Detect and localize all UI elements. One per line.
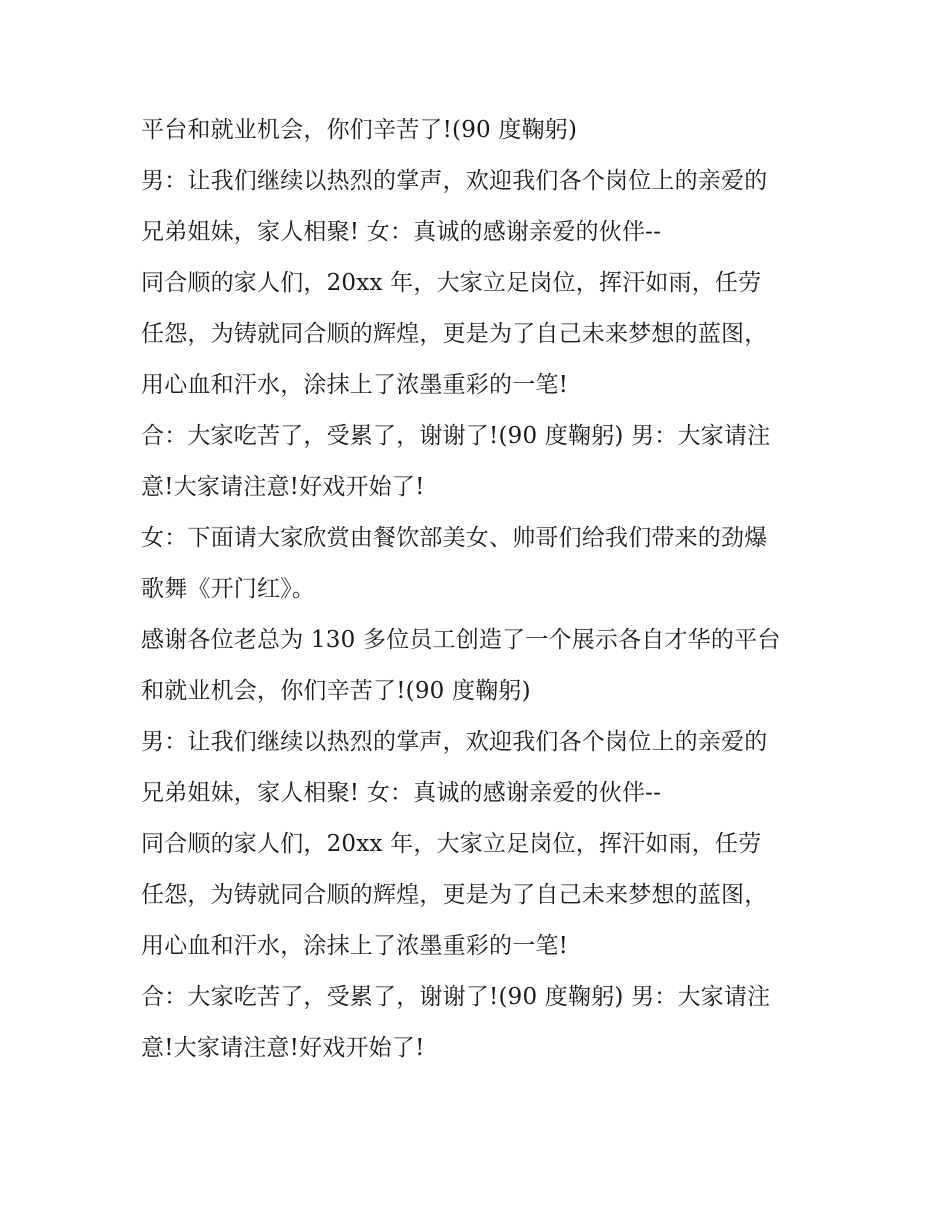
text-line: 兄弟姐妹，家人相聚! 女：真诚的感谢亲爱的伙伴-- — [141, 219, 662, 245]
text-line: 平台和就业机会，你们辛苦了!(90 度鞠躬) — [141, 117, 578, 143]
text-line: 男：让我们继续以热烈的掌声，欢迎我们各个岗位上的亲爱的 — [141, 729, 768, 755]
text-line: 任怨，为铸就同合顺的辉煌，更是为了自己未来梦想的蓝图， — [141, 882, 768, 908]
text-line: 意!大家请注意!好戏开始了! — [141, 474, 425, 500]
text-line: 同合顺的家人们，20xx 年，大家立足岗位，挥汗如雨，任劳 — [141, 831, 762, 857]
text-line: 合：大家吃苦了，受累了，谢谢了!(90 度鞠躬) 男：大家请注 — [141, 984, 771, 1010]
document-body — [141, 105, 831, 1074]
text-line: 歌舞《开门红》。 — [141, 576, 316, 602]
text-line: 用心血和汗水，涂抹上了浓墨重彩的一笔! — [141, 933, 569, 959]
text-line: 合：大家吃苦了，受累了，谢谢了!(90 度鞠躬) 男：大家请注 — [141, 423, 771, 449]
text-line: 同合顺的家人们，20xx 年，大家立足岗位，挥汗如雨，任劳 — [141, 270, 762, 296]
text-line: 女：下面请大家欣赏由餐饮部美女、帅哥们给我们带来的劲爆 — [141, 525, 768, 551]
text-line: 意!大家请注意!好戏开始了! — [141, 1035, 425, 1061]
text-line: 兄弟姐妹，家人相聚! 女：真诚的感谢亲爱的伙伴-- — [141, 780, 662, 806]
text-line: 和就业机会，你们辛苦了!(90 度鞠躬) — [141, 678, 531, 704]
text-line: 任怨，为铸就同合顺的辉煌，更是为了自己未来梦想的蓝图， — [141, 321, 768, 347]
text-line: 用心血和汗水，涂抹上了浓墨重彩的一笔! — [141, 372, 569, 398]
text-line: 男：让我们继续以热烈的掌声，欢迎我们各个岗位上的亲爱的 — [141, 168, 768, 194]
text-line: 感谢各位老总为 130 多位员工创造了一个展示各自才华的平台 — [141, 627, 781, 653]
